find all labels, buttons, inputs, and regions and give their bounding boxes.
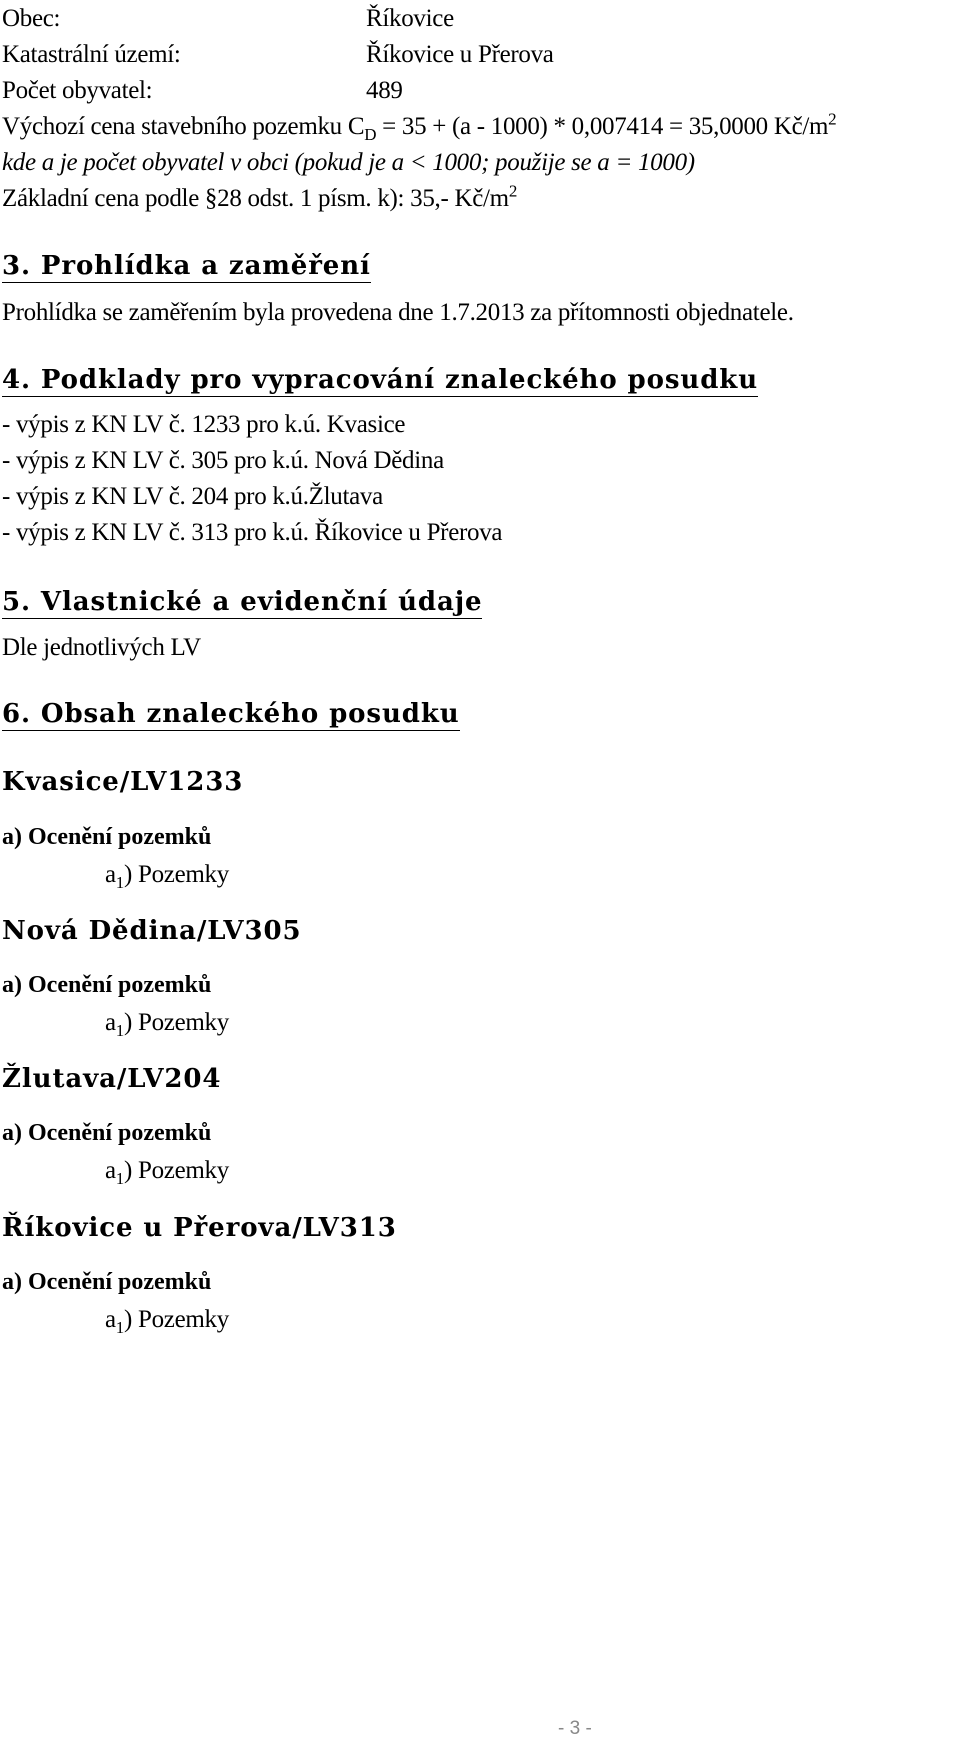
section5-title-text: 5. Vlastnické a evidenční údaje [2, 587, 483, 617]
base-price-sup: 2 [508, 181, 518, 201]
group-title: Kvasice/LV1233 [2, 767, 244, 797]
valuation-heading: a) Ocenění pozemků [2, 824, 212, 850]
base-price-line [2, 181, 518, 214]
valuation-heading: a) Ocenění pozemků [2, 1120, 212, 1146]
group-title: Nová Dědina/LV305 [2, 916, 302, 946]
valuation-item: $a_1$) Pozemky [105, 1009, 229, 1040]
section3-title-text: 3. Prohlídka a zaměření [2, 251, 371, 281]
section4-item: - výpis z KN LV č. 313 pro k.ú. Říkovice u Přerova [2, 519, 503, 546]
base-price-text: Základní cena podle §28 odst. 1 písm. k): 35,- Kč/m [2, 185, 509, 212]
valuation-item: $a_1$) Pozemky [105, 1306, 229, 1337]
formula-note: kde a je počet obyvatel v obci (pokud je a < 1000; použije se a = 1000) [2, 149, 695, 176]
obec-label: Obec: [2, 5, 61, 32]
section6-title-text: 6. Obsah znaleckého posudku [2, 699, 460, 729]
formula-prefix: Výchozí cena stavebního pozemku C [2, 113, 365, 140]
group-title: Žlutava/LV204 [2, 1064, 222, 1094]
section5-text: Dle jednotlivých LV [2, 634, 201, 661]
section4-item: - výpis z KN LV č. 204 pro k.ú.Žlutava [2, 483, 383, 510]
section3-text: Prohlídka se zaměřením byla provedena dne 1.7.2013 za přítomnosti objednatele. [2, 299, 794, 326]
page-number: - 3 - [558, 1718, 592, 1739]
formula-line [2, 109, 837, 144]
group-title: Říkovice u Přerova/LV313 [2, 1213, 397, 1243]
formula-sub: D [364, 125, 377, 144]
valuation-heading: a) Ocenění pozemků [2, 1269, 212, 1295]
obyvatel-label: Počet obyvatel: [2, 77, 153, 104]
formula-sup: 2 [828, 109, 837, 129]
section5-title [2, 586, 482, 618]
valuation-item: $a_1$) Pozemky [105, 1157, 229, 1188]
valuation-item: $a_1$) Pozemky [105, 861, 229, 892]
formula-rest: = 35 + (a - 1000) * 0,007414 = 35,0000 Kč/m [376, 113, 829, 140]
obec-value: Říkovice [366, 5, 454, 32]
section6-title [2, 698, 460, 730]
section4-title-text: 4. Podklady pro vypracování znaleckého posudku [2, 365, 758, 395]
section4-item: - výpis z KN LV č. 305 pro k.ú. Nová Dědina [2, 447, 444, 474]
section4-item: - výpis z KN LV č. 1233 pro k.ú. Kvasice [2, 411, 406, 438]
katastr-value: Říkovice u Přerova [366, 41, 554, 68]
valuation-heading: a) Ocenění pozemků [2, 972, 212, 998]
katastr-label: Katastrální území: [2, 41, 181, 68]
section4-title [2, 364, 758, 396]
obyvatel-value: 489 [366, 77, 403, 104]
section3-title [2, 250, 371, 282]
